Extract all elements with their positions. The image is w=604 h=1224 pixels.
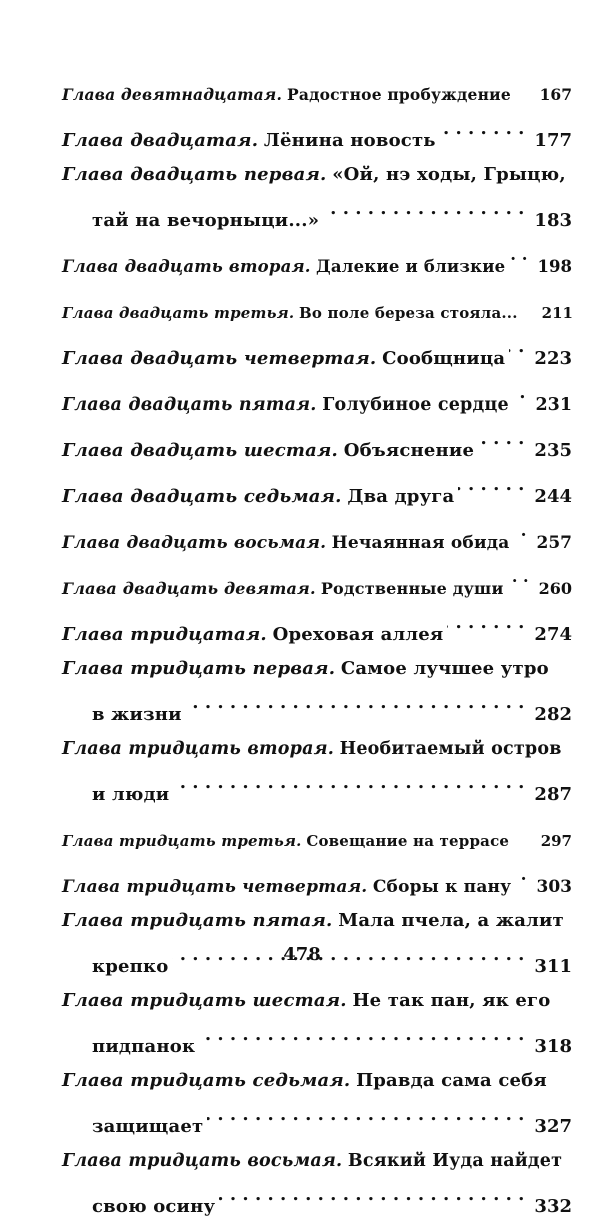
chapter-number: Глава тридцать четвертая. [62,877,368,897]
toc-entry-continuation [62,1178,572,1224]
toc-entry-line [62,238,572,284]
leader-dots [440,112,525,146]
chapter-number: Глава двадцать третья. [62,304,295,322]
page-ref: 223 [534,348,572,369]
leader-dots [199,1018,524,1052]
toc-entry [62,330,572,376]
chapter-title: Нечаянная обида [331,533,510,553]
chapter-title: «Ой, нэ ходы, Грыцю, [332,164,566,185]
toc-entry-line [62,468,572,514]
page-ref: 198 [537,257,572,276]
leader-dots [323,192,524,226]
page-ref: 287 [534,784,572,805]
chapter-number: Глава двадцать четвертая. [62,348,377,369]
chapter-title: Два друга [347,486,455,507]
toc-entry [62,112,572,158]
chapter-title: Необитаемый остров [339,739,562,759]
chapter-title: Родственные души [320,579,504,598]
chapter-title: Голубиное сердце [322,395,509,415]
page-ref: 183 [534,210,572,231]
toc-entry [62,1064,572,1144]
page-ref: 177 [534,130,572,151]
toc-entry [62,732,572,812]
toc-entry-line [62,732,572,766]
leader-dots [458,468,524,502]
chapter-number: Глава тридцать третья. [62,832,302,850]
toc-entry-line [62,422,572,468]
chapter-title: Мала пчела, а жалит [338,910,564,931]
toc-entry-line [62,66,572,112]
chapter-number: Глава тридцать шестая. [62,990,347,1011]
chapter-title: Сообщница [382,348,506,369]
toc-entry [62,514,572,560]
chapter-title: Не так пан, як его [352,990,551,1011]
chapter-number: Глава тридцать первая. [62,658,336,679]
page-ref: 282 [534,704,572,725]
chapter-number: Глава двадцатая. [62,130,259,151]
chapter-number: Глава двадцать шестая. [62,440,338,461]
chapter-number: Глава тридцать вторая. [62,739,335,759]
toc-entry [62,858,572,904]
chapter-number: Глава тридцатая. [62,624,267,645]
toc-entry-continuation [62,1018,572,1064]
toc-entry-line [62,112,572,158]
chapter-number: Глава двадцать пятая. [62,395,317,415]
leader-dots [186,686,525,720]
leader-dots [219,1178,524,1212]
chapter-title: Всякий Иуда найдет [347,1151,563,1171]
chapter-number: Глава тридцать пятая. [62,910,333,931]
chapter-number: Глава двадцать вторая. [62,257,311,276]
leader-dots [514,514,527,548]
toc-entry-line [62,984,572,1018]
leader-dots [509,238,527,272]
leader-dots [513,376,526,410]
page-ref: 311 [534,956,572,977]
chapter-title-continued: защищает [92,1116,204,1137]
toc-entry-line [62,652,572,686]
page-ref: 318 [534,1036,572,1057]
toc-entry-line [62,1064,572,1098]
leader-dots [207,1098,524,1132]
chapter-title: Объяснение [343,440,475,461]
chapter-title-continued: и люди [92,784,170,805]
toc-entry [62,984,572,1064]
toc-entry-continuation [62,1098,572,1144]
chapter-title-continued: свою осину [92,1196,216,1217]
chapter-title: Ореховая аллея [272,624,444,645]
chapter-title: Далекие и близкие [316,257,506,276]
page-ref: 327 [534,1116,572,1137]
toc-entry-line [62,560,572,606]
page-ref: 332 [534,1196,572,1217]
page-ref: 303 [536,877,572,897]
toc-entry [62,238,572,284]
toc-entry [62,422,572,468]
chapter-title: Сборы к пану [372,877,512,897]
toc-entry-line [62,284,572,330]
leader-dots [515,858,526,892]
toc-entry-line [62,158,572,192]
chapter-number: Глава двадцать девятая. [62,579,316,598]
leader-dots [509,330,524,364]
toc-entry-line [62,858,572,904]
chapter-number: Глава двадцать восьмая. [62,533,327,553]
page-number: 478 [283,944,321,965]
chapter-title: Правда сама себя [356,1070,547,1091]
leader-dots [478,422,524,456]
toc-entry-line [62,812,572,858]
toc-entry [62,560,572,606]
page-ref: 244 [534,486,572,507]
toc-entry-line [62,1144,572,1178]
page-ref: 231 [535,395,572,415]
page-ref: 297 [540,832,572,850]
toc-entry-line [62,606,572,652]
chapter-title-continued: тай на вечорныци...» [92,210,320,231]
leader-dots [447,606,524,640]
chapter-number: Глава двадцать седьмая. [62,486,342,507]
toc-entry [62,652,572,732]
chapter-title: Совещание на террасе [306,832,510,850]
page-ref: 257 [536,533,572,553]
toc-entry [62,376,572,422]
page-ref: 235 [534,440,572,461]
chapter-title: Во поле береза стояла... [299,304,518,322]
toc-entry [62,1144,572,1224]
toc-entry [62,284,572,330]
chapter-title: Радостное пробуждение [287,85,511,104]
toc-entry-line [62,376,572,422]
chapter-title: Лёнина новость [263,130,436,151]
page-ref: 260 [538,579,572,598]
toc-entry-line [62,514,572,560]
chapter-title-continued: пидпанок [92,1036,196,1057]
chapter-number: Глава двадцать первая. [62,164,327,185]
toc-entry-continuation [62,192,572,238]
toc-entry [62,468,572,514]
table-of-contents [62,66,572,1224]
leader-dots [508,560,529,594]
page-ref: 274 [534,624,572,645]
page-ref: 211 [541,304,573,322]
toc-entry [62,812,572,858]
toc-entry-continuation [62,686,572,732]
toc-entry [62,158,572,238]
chapter-number: Глава тридцать восьмая. [62,1151,343,1171]
chapter-title: Самое лучшее утро [340,658,549,679]
toc-entry [62,66,572,112]
toc-entry [62,606,572,652]
toc-entry-continuation [62,766,572,812]
chapter-number: Глава тридцать седьмая. [62,1070,351,1091]
toc-entry-line [62,330,572,376]
toc-entry-line [62,904,572,938]
chapter-title-continued: крепко [92,956,169,977]
leader-dots [173,766,524,800]
page-ref: 167 [539,85,572,104]
chapter-number: Глава девятнадцатая. [62,85,283,104]
chapter-title-continued: в жизни [92,704,182,725]
